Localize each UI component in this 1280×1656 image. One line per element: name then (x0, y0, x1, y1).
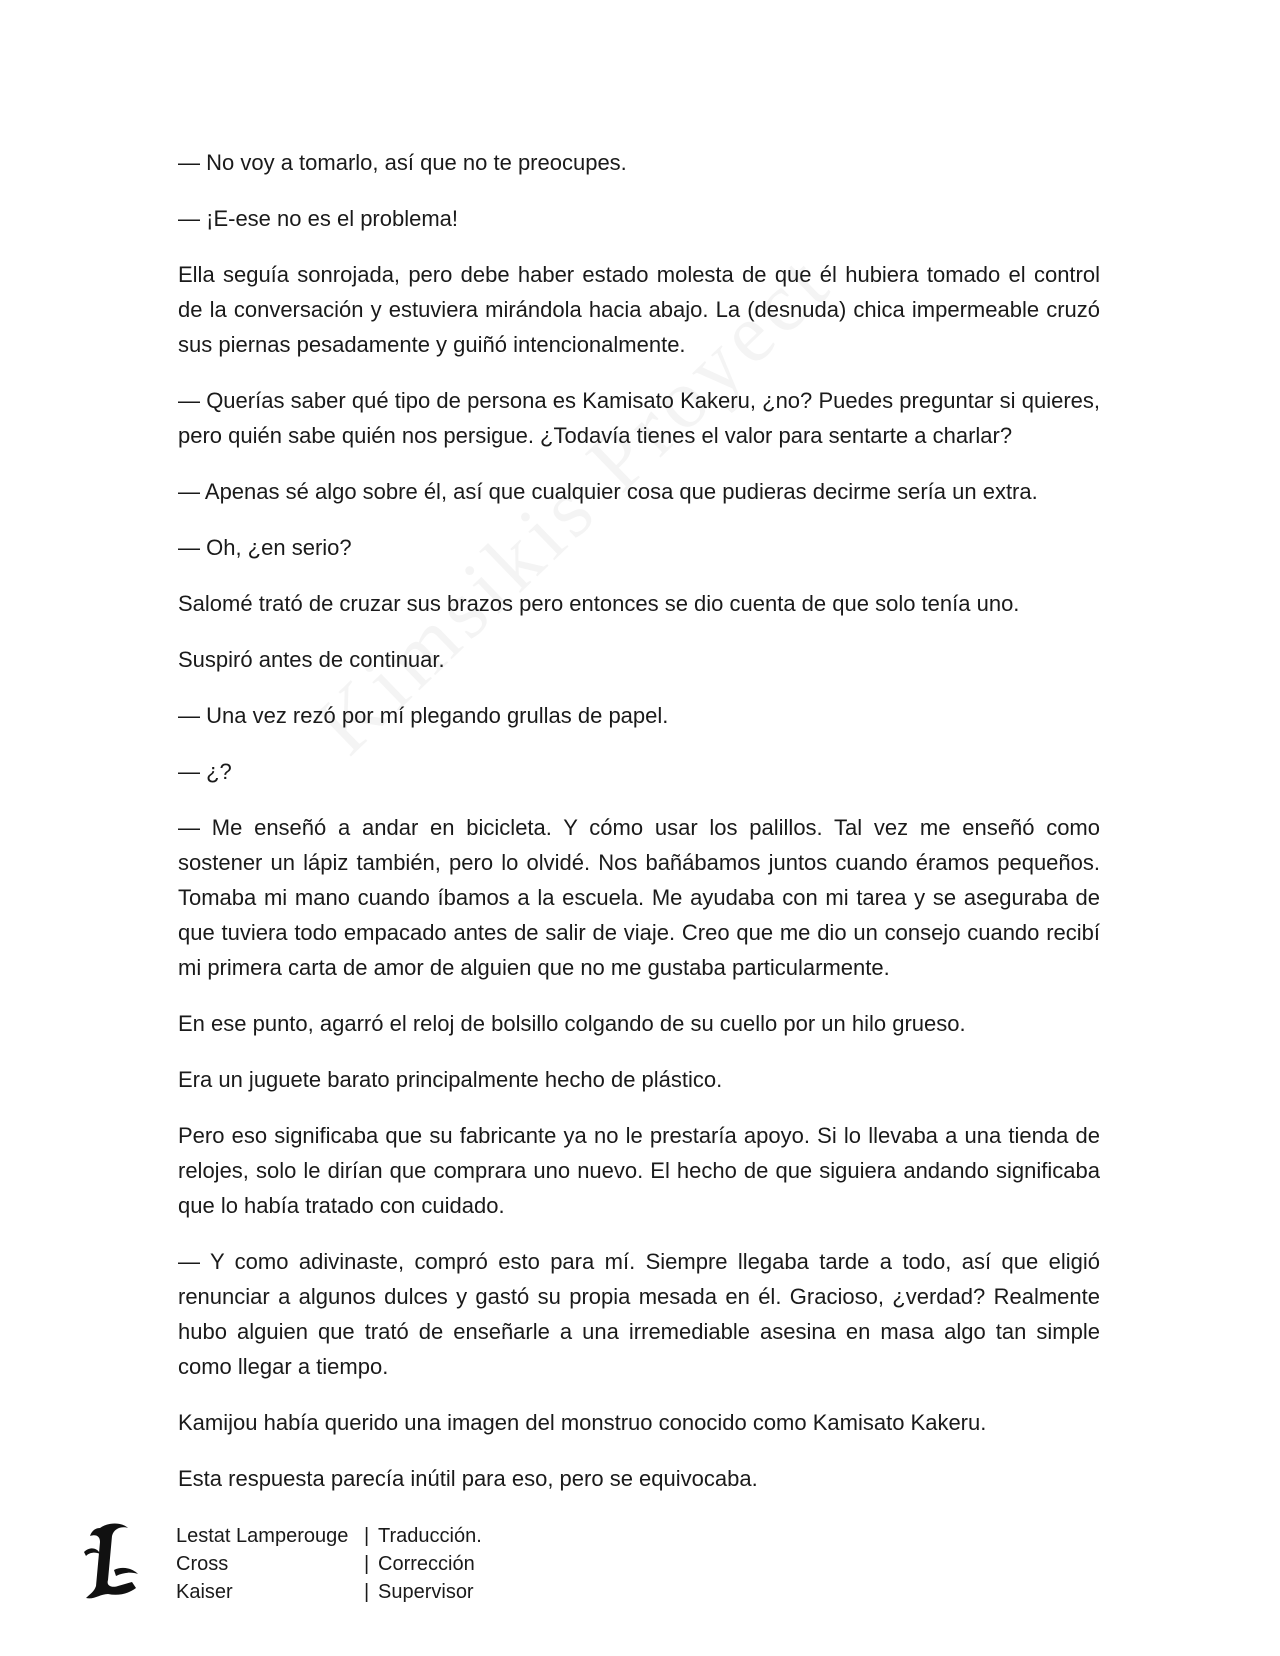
credit-row (176, 1522, 482, 1550)
paragraph: Salomé trató de cruzar sus brazos pero entonces se dio cuenta de que solo tenía uno. (178, 591, 1020, 616)
credit-name: Kaiser (176, 1581, 233, 1603)
paragraph: En ese punto, agarró el reloj de bolsillo colgando de su cuello por un hilo grueso. (178, 1011, 966, 1036)
paragraph: — Oh, ¿en serio? (178, 535, 352, 560)
paragraph: — Me enseñó a andar en bicicleta. Y cómo usar los palillos. Tal vez me enseñó como sostener un lápiz también, pero lo olvidé. Nos bañábamos juntos cuando éramos pequeños. Tomaba mi mano cuando íbamos a la escuela. Me ayudaba con mi tarea y se aseguraba de que tuviera todo empacado antes de salir de viaje. Creo que me dio un consejo cuando recibí mi primera carta de amor de alguien que no me gustaba particularmente. (178, 815, 1100, 980)
credit-separator: | (364, 1525, 370, 1547)
footer (78, 1522, 578, 1612)
credit-row (176, 1578, 482, 1606)
credits (176, 1522, 482, 1606)
credit-row (176, 1550, 482, 1578)
credit-role: Traducción. (378, 1525, 482, 1547)
credit-role: Supervisor (378, 1581, 474, 1603)
body-text (178, 145, 1100, 1517)
paragraph: — No voy a tomarlo, así que no te preocupes. (178, 150, 627, 175)
credit-role: Corrección (378, 1553, 475, 1575)
credit-separator: | (364, 1581, 370, 1603)
paragraph: Esta respuesta parecía inútil para eso, pero se equivocaba. (178, 1466, 758, 1491)
paragraph: Kamijou había querido una imagen del monstruo conocido como Kamisato Kakeru. (178, 1410, 987, 1435)
paragraph: — Querías saber qué tipo de persona es Kamisato Kakeru, ¿no? Puedes preguntar si quieres, pero quién sabe quién nos persigue. ¿Todavía tienes el valor para sentarte a charlar? (178, 388, 1100, 448)
paragraph: — Y como adivinaste, compró esto para mí. Siempre llegaba tarde a todo, así que eligió renunciar a algunos dulces y gastó su propia mesada en él. Gracioso, ¿verdad? Realmente hubo alguien que trató de enseñarle a una irremediable asesina en masa algo tan simple como llegar a tiempo. (178, 1249, 1100, 1379)
credit-separator: | (364, 1553, 370, 1575)
gothic-l-logo (78, 1522, 148, 1602)
paragraph: — ¿? (178, 759, 232, 784)
credit-name: Lestat Lamperouge (176, 1525, 349, 1547)
paragraph: Ella seguía sonrojada, pero debe haber estado molesta de que él hubiera tomado el control de la conversación y estuviera mirándola hacia abajo. La (desnuda) chica impermeable cruzó sus piernas pesadamente y guiñó intencionalmente. (178, 262, 1100, 357)
paragraph: — Apenas sé algo sobre él, así que cualquier cosa que pudieras decirme sería un extra. (178, 479, 1038, 504)
paragraph: Era un juguete barato principalmente hecho de plástico. (178, 1067, 723, 1092)
credit-name: Cross (176, 1553, 229, 1575)
paragraph: — ¡E-ese no es el problema! (178, 206, 459, 231)
paragraph: — Una vez rezó por mí plegando grullas de papel. (178, 703, 669, 728)
paragraph: Pero eso significaba que su fabricante ya no le prestaría apoyo. Si lo llevaba a una tienda de relojes, solo le dirían que comprara uno nuevo. El hecho de que siguiera andando significaba que lo había tratado con cuidado. (178, 1123, 1100, 1218)
paragraph: Suspiró antes de continuar. (178, 647, 445, 672)
